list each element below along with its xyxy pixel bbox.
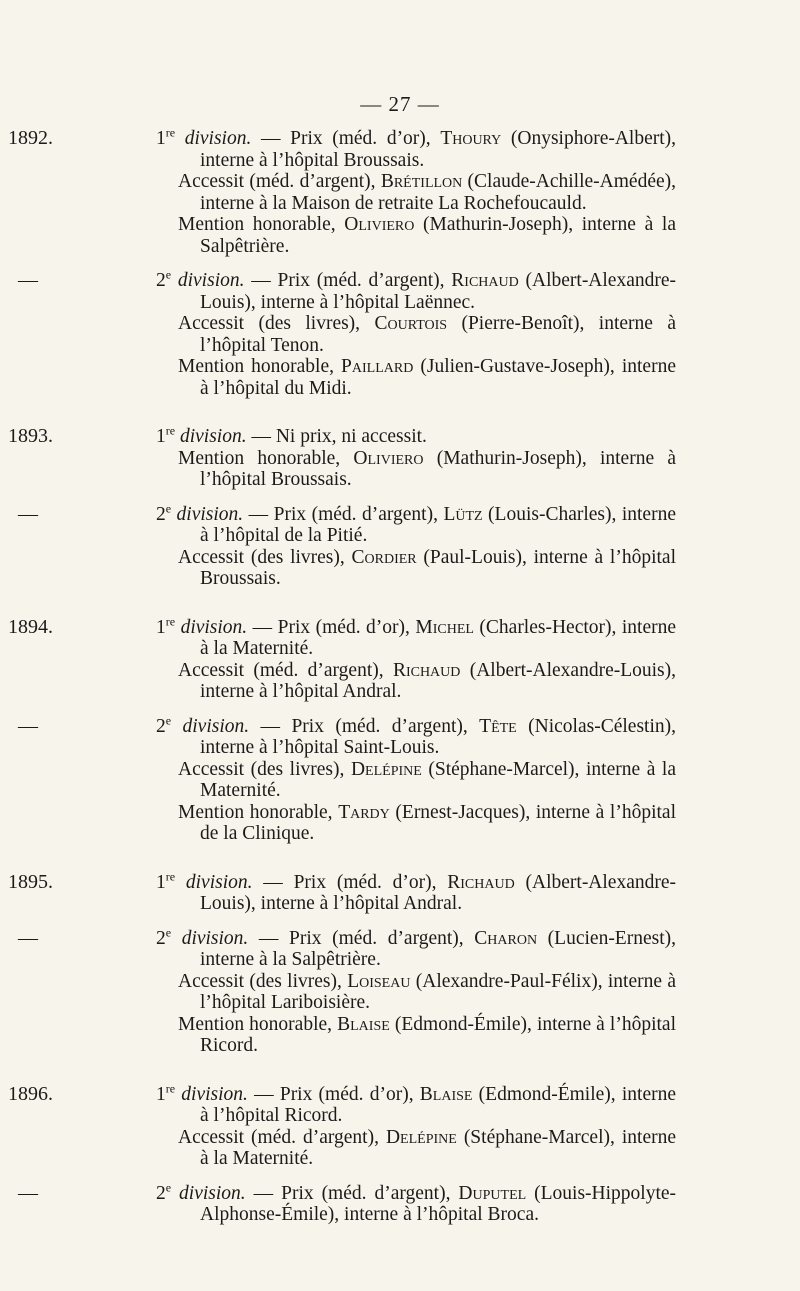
division-ordinal: 2 — [156, 1182, 166, 1204]
division-entry — [18, 713, 676, 845]
division-ordinal-suffix: re — [165, 1081, 176, 1095]
laureate-details: (Lucien-Ernest), interne à la Salpêtrière. — [200, 927, 676, 970]
laureate-name: Oliviero — [353, 447, 424, 469]
award-entry — [104, 1127, 676, 1170]
laureate-name: Tardy — [338, 801, 390, 823]
laureate-name: Lütz — [443, 503, 483, 525]
award-type: Accessit (méd. d’argent), — [178, 659, 393, 681]
division-label: division. — [177, 270, 245, 291]
laureate-details: (Albert-Alexandre-Louis), interne à l’hôpital Andral. — [200, 871, 677, 914]
year-block — [8, 869, 677, 1057]
division-label: division. — [182, 715, 250, 737]
division-entry — [18, 501, 676, 590]
division-label: division. — [180, 616, 248, 638]
prize-line — [8, 1081, 677, 1127]
laureate-name: Delépine — [385, 1126, 457, 1148]
award-entry — [104, 759, 676, 802]
laureate-details: (Stéphane-Marcel), interne à la Maternité. — [200, 758, 676, 801]
laureate-name: Cordier — [351, 546, 417, 568]
laureate-details: (Paul-Louis), interne à l’hôpital Broussais. — [200, 546, 676, 589]
prize-line — [8, 869, 677, 915]
award-type: Mention honorable, — [178, 801, 339, 823]
laureate-details: (Claude-Achille-Amédée), interne à la Maison de retraite La Rochefoucauld. — [200, 171, 676, 214]
year-label: 1895. — [8, 870, 53, 893]
prize-line — [18, 501, 676, 547]
laureate-details: (Mathurin-Joseph), interne à la Salpêtrière. — [200, 214, 676, 257]
division-entry — [8, 423, 676, 491]
award-type: Mention honorable, — [178, 1013, 338, 1035]
division-ordinal-suffix: e — [165, 501, 172, 515]
laureate-name: Delépine — [350, 758, 422, 780]
division-ordinal: 1 — [156, 426, 166, 447]
division-label: division. — [181, 927, 249, 949]
award-type: Mention honorable, — [178, 447, 354, 469]
division-ordinal-suffix: e — [165, 1180, 172, 1194]
year-block — [8, 614, 677, 845]
award-entry — [104, 547, 676, 590]
laureate-name: Blaise — [337, 1013, 390, 1035]
award-entry — [104, 356, 676, 399]
division-ordinal: 2 — [156, 503, 166, 525]
document-body — [8, 125, 677, 1253]
division-ordinal-suffix: e — [165, 713, 172, 727]
laureate-details: (Charles-Hector), interne à la Maternité. — [200, 616, 677, 659]
award-type: Accessit (des livres), — [178, 970, 348, 992]
prize-text: — Prix (méd. d’or), — [252, 616, 416, 638]
laureate-name: Blaise — [419, 1083, 473, 1105]
prize-text: — Prix (méd. d’or), — [263, 871, 448, 893]
prize-line — [18, 267, 677, 313]
division-ordinal-suffix: e — [165, 267, 172, 282]
laureate-name: Brétillon — [380, 171, 463, 192]
year-block — [8, 125, 677, 399]
division-label: division. — [184, 128, 252, 149]
laureate-name: Paillard — [341, 356, 414, 377]
laureate-name: Tête — [479, 715, 517, 737]
division-label: division. — [179, 426, 247, 447]
laureate-name: Oliviero — [344, 214, 415, 235]
award-entry — [104, 214, 676, 257]
award-entry — [104, 802, 676, 845]
award-entry — [104, 660, 676, 703]
division-entry — [8, 1081, 677, 1170]
division-ordinal: 1 — [156, 871, 166, 893]
prize-line — [8, 423, 676, 448]
laureate-details: (Pierre-Benoît), interne à l’hôpital Tenon. — [200, 313, 676, 356]
division-ordinal: 2 — [156, 927, 166, 949]
prize-text: — Prix (méd. d’argent), — [251, 270, 452, 291]
laureate-details: (Albert-Alexandre-Louis), interne à l’hôpital Andral. — [200, 659, 676, 702]
dash-marker: — — [18, 926, 38, 949]
division-ordinal-suffix: e — [165, 925, 172, 939]
laureate-details: (Edmond-Émile), interne à l’hôpital Ricord. — [200, 1083, 677, 1126]
laureate-name: Thoury — [440, 128, 502, 149]
award-type: Mention honorable, — [178, 356, 342, 377]
year-block — [8, 1081, 677, 1226]
division-ordinal-suffix: re — [165, 869, 176, 883]
laureate-name: Charon — [474, 927, 538, 949]
dash-marker: — — [18, 502, 38, 525]
division-ordinal-suffix: re — [165, 614, 176, 628]
laureate-details: (Julien-Gustave-Joseph), interne à l’hôpital du Midi. — [200, 356, 676, 399]
division-label: division. — [179, 1182, 246, 1204]
laureate-name: Courtois — [374, 313, 448, 334]
award-type: Accessit (méd. d’argent), — [178, 1126, 386, 1148]
award-type: Accessit (méd. d’argent), — [178, 171, 381, 192]
division-ordinal: 1 — [156, 616, 166, 638]
award-type: Accessit (des livres), — [178, 313, 375, 334]
award-entry — [104, 448, 676, 491]
division-entry — [18, 267, 677, 399]
laureate-details: (Louis-Charles), interne à l’hôpital de la Pitié. — [200, 503, 676, 546]
prize-text: — Ni prix, ni accessit. — [251, 426, 427, 447]
laureate-details: (Stéphane-Marcel), interne à la Maternité. — [200, 1126, 676, 1169]
division-ordinal: 1 — [156, 1083, 166, 1105]
year-label: 1892. — [8, 127, 53, 149]
laureate-details: (Onysiphore-Albert), interne à l’hôpital Broussais. — [200, 128, 677, 171]
laureate-details: (Mathurin-Joseph), interne à l’hôpital Broussais. — [200, 447, 676, 490]
award-entry — [104, 1014, 676, 1057]
division-label: division. — [176, 503, 244, 525]
award-type: Mention honorable, — [178, 214, 345, 235]
dash-marker: — — [18, 1181, 38, 1204]
prize-line — [18, 1180, 677, 1226]
laureate-name: Michel — [415, 616, 474, 638]
laureate-name: Richaud — [447, 871, 515, 893]
laureate-name: Richaud — [451, 270, 519, 291]
award-entry — [104, 313, 676, 356]
prize-line — [8, 125, 677, 171]
prize-text: — Prix (méd. d’or), — [254, 1083, 420, 1105]
dash-marker: — — [18, 269, 38, 291]
laureate-name: Richaud — [392, 659, 461, 681]
division-ordinal-suffix: re — [165, 423, 176, 438]
prize-line — [18, 713, 676, 759]
division-entry — [18, 925, 676, 1057]
page-number: — 27 — — [360, 92, 440, 116]
laureate-details: (Nicolas-Célestin), interne à l’hôpital Saint-Louis. — [200, 715, 676, 758]
year-block — [8, 423, 676, 590]
laureate-details: (Alexandre-Paul-Félix), interne à l’hôpital Lariboisière. — [200, 970, 676, 1013]
division-label: division. — [181, 1083, 248, 1105]
laureate-name: Loiseau — [347, 970, 411, 992]
prize-line — [8, 614, 677, 660]
year-label: 1896. — [8, 1082, 53, 1105]
prize-line — [18, 925, 676, 971]
division-label: division. — [185, 871, 253, 893]
year-label: 1894. — [8, 615, 53, 638]
division-ordinal: 2 — [156, 715, 166, 737]
division-ordinal: 1 — [156, 128, 166, 149]
award-type: Accessit (des livres), — [178, 546, 352, 568]
award-entry — [104, 171, 676, 214]
division-entry — [8, 869, 677, 915]
division-entry — [18, 1180, 677, 1226]
award-type: Accessit (des livres), — [178, 758, 351, 780]
prize-text: — Prix (méd. d’argent), — [258, 927, 475, 949]
laureate-details: (Edmond-Émile), interne à l’hôpital Ricord. — [200, 1013, 676, 1056]
division-entry — [8, 125, 677, 257]
year-label: 1893. — [8, 425, 53, 447]
prize-text: — Prix (méd. d’argent), — [253, 1182, 459, 1204]
division-ordinal-suffix: re — [165, 125, 176, 140]
laureate-details: (Ernest-Jacques), interne à l’hôpital de la Clinique. — [200, 801, 676, 844]
division-ordinal: 2 — [156, 270, 166, 291]
dash-marker: — — [18, 714, 38, 737]
laureate-details: (Louis-Hippolyte-Alphonse-Émile), interne à l’hôpital Broca. — [200, 1182, 677, 1225]
prize-text: — Prix (méd. d’or), — [260, 128, 441, 149]
laureate-details: (Albert-Alexandre-Louis), interne à l’hôpital Laënnec. — [200, 270, 677, 313]
award-entry — [104, 971, 676, 1014]
prize-text: — Prix (méd. d’argent), — [260, 715, 480, 737]
division-entry — [8, 614, 677, 703]
laureate-name: Duputel — [458, 1182, 527, 1204]
prize-text: — Prix (méd. d’argent), — [248, 503, 444, 525]
